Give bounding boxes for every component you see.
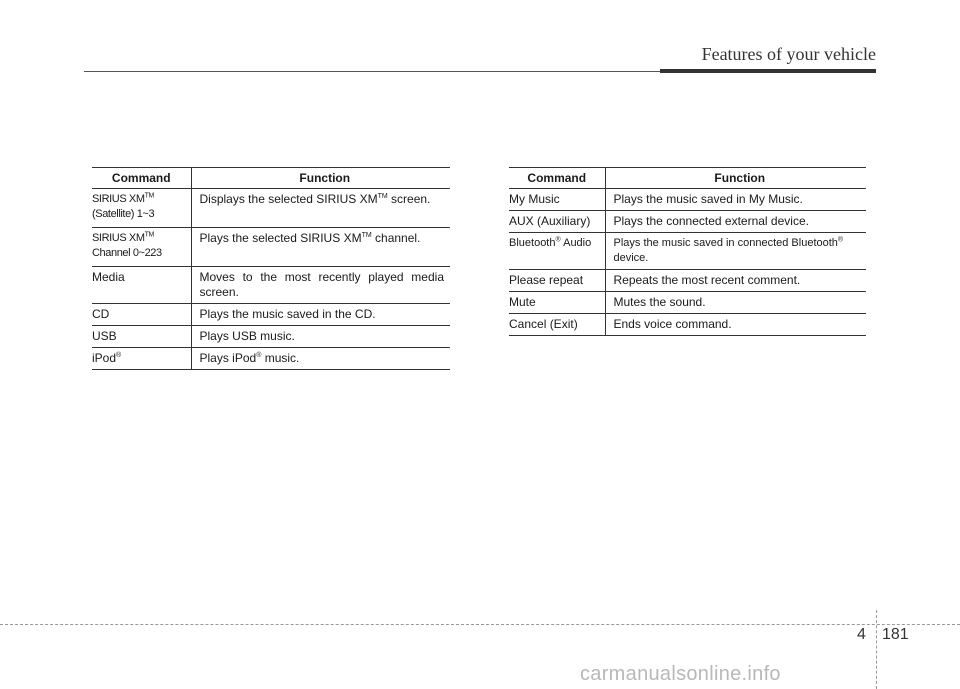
command-cell: My Music xyxy=(509,189,605,211)
command-text-line2: Channel 0~223 xyxy=(92,247,162,259)
function-text: Plays iPod xyxy=(199,351,257,365)
voice-command-table-left xyxy=(92,167,450,370)
column-header-function: Function xyxy=(191,168,450,189)
watermark: carmanualsonline.info xyxy=(580,663,781,685)
trademark-mark: TM xyxy=(144,192,154,200)
registered-mark: ® xyxy=(837,236,844,244)
function-cell: Plays the connected external device. xyxy=(605,211,866,233)
table-header-row xyxy=(92,168,450,189)
trademark-mark: TM xyxy=(377,193,388,200)
command-text-end: Audio xyxy=(560,237,592,249)
command-text: SIRIUS XM xyxy=(92,193,145,205)
table-row xyxy=(92,267,450,304)
command-cell xyxy=(92,348,191,370)
registered-mark: ® xyxy=(256,352,262,359)
function-cell xyxy=(191,228,450,267)
function-cell: Plays the music saved in the CD. xyxy=(191,304,450,326)
command-text: iPod xyxy=(92,351,117,365)
command-text: Bluetooth xyxy=(509,237,556,249)
table-row xyxy=(509,292,866,314)
header-accent-rule xyxy=(660,69,876,73)
command-cell: Please repeat xyxy=(509,270,605,292)
table-header-row xyxy=(509,168,866,189)
page-header-title: Features of your vehicle xyxy=(701,44,876,64)
voice-command-table-right xyxy=(509,167,866,336)
function-cell xyxy=(191,189,450,228)
column-header-command: Command xyxy=(509,168,605,189)
function-text-end: channel. xyxy=(371,231,421,245)
table-row xyxy=(92,304,450,326)
function-cell: Moves to the most recently played media screen. xyxy=(191,267,450,304)
table-row xyxy=(509,270,866,292)
function-cell: Plays the music saved in My Music. xyxy=(605,189,866,211)
function-text: Plays the selected SIRIUS XM xyxy=(199,231,362,245)
function-text-end: screen. xyxy=(387,192,431,206)
table-row xyxy=(92,326,450,348)
command-cell: CD xyxy=(92,304,191,326)
table-row xyxy=(92,228,450,267)
table-row xyxy=(92,189,450,228)
column-header-function: Function xyxy=(605,168,866,189)
function-text: Plays the music saved in connected Bluetooth xyxy=(613,237,838,249)
table-row xyxy=(509,189,866,211)
command-cell xyxy=(92,228,191,267)
function-cell: Mutes the sound. xyxy=(605,292,866,314)
chapter-number: 4 xyxy=(857,626,866,643)
registered-mark: ® xyxy=(555,236,561,244)
function-text-end: music. xyxy=(261,351,300,365)
footer-rule xyxy=(0,624,960,625)
column-header-command: Command xyxy=(92,168,191,189)
function-cell: Plays USB music. xyxy=(191,326,450,348)
command-cell: AUX (Auxiliary) xyxy=(509,211,605,233)
function-cell xyxy=(605,233,866,270)
command-text-line2: (Satellite) 1~3 xyxy=(92,208,155,220)
table-row xyxy=(509,314,866,336)
table-row xyxy=(92,348,450,370)
function-cell xyxy=(191,348,450,370)
trademark-mark: TM xyxy=(144,231,154,239)
command-text: SIRIUS XM xyxy=(92,232,145,244)
command-cell: Cancel (Exit) xyxy=(509,314,605,336)
table-row xyxy=(509,233,866,270)
command-cell: Mute xyxy=(509,292,605,314)
registered-mark: ® xyxy=(116,352,122,359)
function-text-line2: device. xyxy=(613,252,649,264)
page-number: 181 xyxy=(882,626,909,643)
command-cell: Media xyxy=(92,267,191,304)
table-row xyxy=(509,211,866,233)
command-cell: USB xyxy=(92,326,191,348)
function-cell: Ends voice command. xyxy=(605,314,866,336)
function-text: Displays the selected SIRIUS XM xyxy=(199,192,378,206)
command-cell xyxy=(509,233,605,270)
command-cell xyxy=(92,189,191,228)
footer-divider xyxy=(876,610,877,689)
trademark-mark: TM xyxy=(361,232,372,239)
function-cell: Repeats the most recent comment. xyxy=(605,270,866,292)
